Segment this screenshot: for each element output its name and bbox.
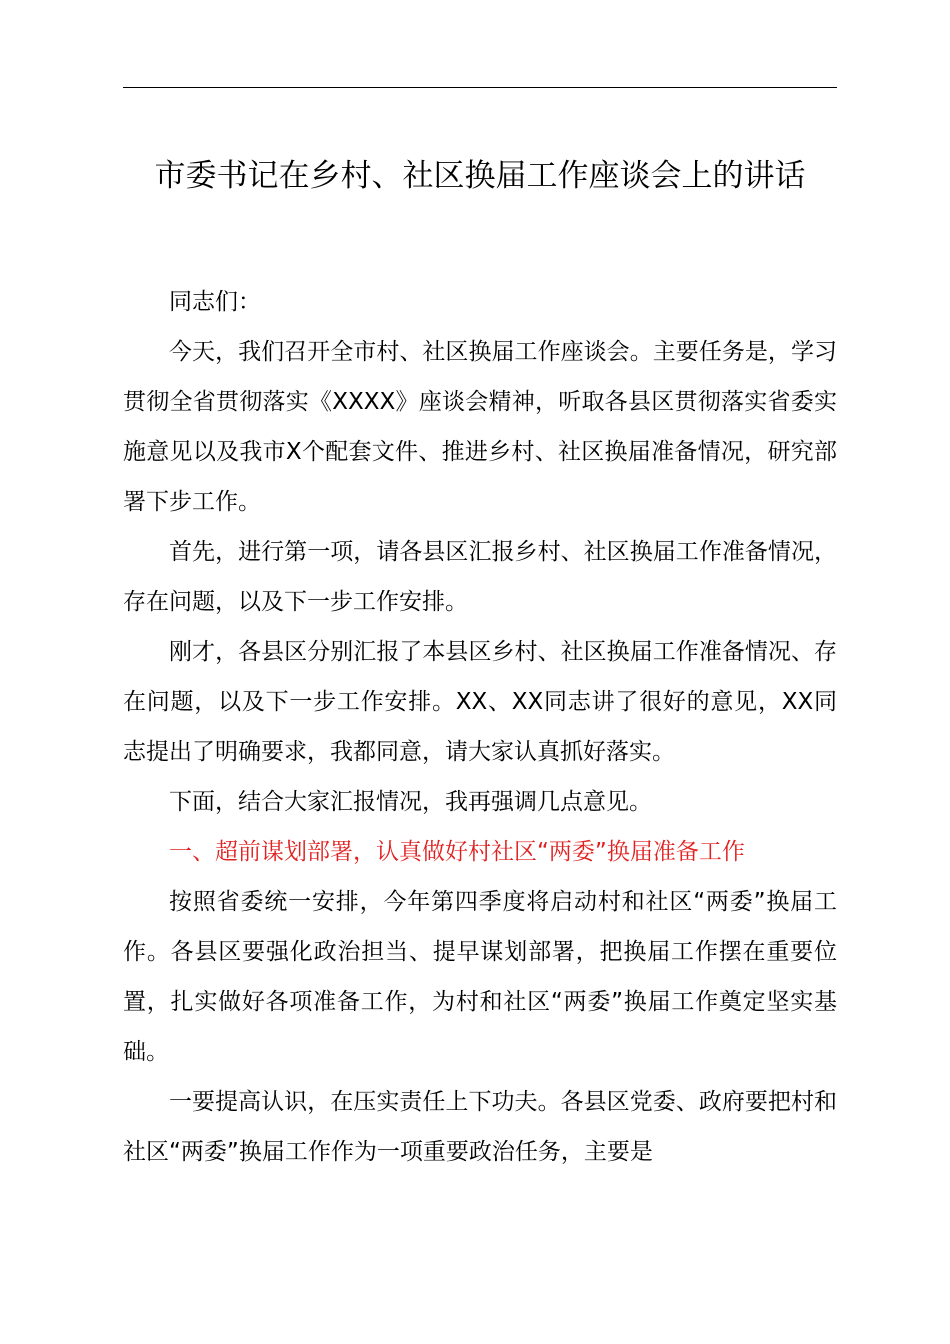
paragraph: 今天，我们召开全市村、社区换届工作座谈会。主要任务是，学习贯彻全省贯彻落实《XXXX》座谈会精神，听取各县区贯彻落实省委实施意见以及我市X个配套文件、推进乡村、社区换届准备情况，研究部署下步工作。 <box>123 339 837 515</box>
paragraph: 刚才，各县区分别汇报了本县区乡村、社区换届工作准备情况、存在问题，以及下一步工作安排。XX、XX同志讲了很好的意见，XX同志提出了明确要求，我都同意，请大家认真抓好落实。 <box>123 639 837 765</box>
document-title: 市委书记在乡村、社区换届工作座谈会上的讲话 <box>154 158 806 194</box>
paragraph: 首先，进行第一项，请各县区汇报乡村、社区换届工作准备情况，存在问题，以及下一步工作安排。 <box>123 539 837 615</box>
document-body <box>123 277 837 1177</box>
header-rule <box>123 87 837 88</box>
paragraph: 按照省委统一安排，今年第四季度将启动村和社区“两委”换届工作。各县区要强化政治担当、提早谋划部署，把换届工作摆在重要位置，扎实做好各项准备工作，为村和社区“两委”换届工作奠定坚实基础。 <box>123 889 837 1065</box>
section-heading: 一、超前谋划部署，认真做好村社区“两委”换届准备工作 <box>169 839 745 865</box>
paragraph: 一要提高认识，在压实责任上下功夫。各县区党委、政府要把村和社区“两委”换届工作作为一项重要政治任务，主要是 <box>123 1089 837 1165</box>
salutation: 同志们： <box>169 289 261 315</box>
paragraph: 下面，结合大家汇报情况，我再强调几点意见。 <box>169 789 652 815</box>
